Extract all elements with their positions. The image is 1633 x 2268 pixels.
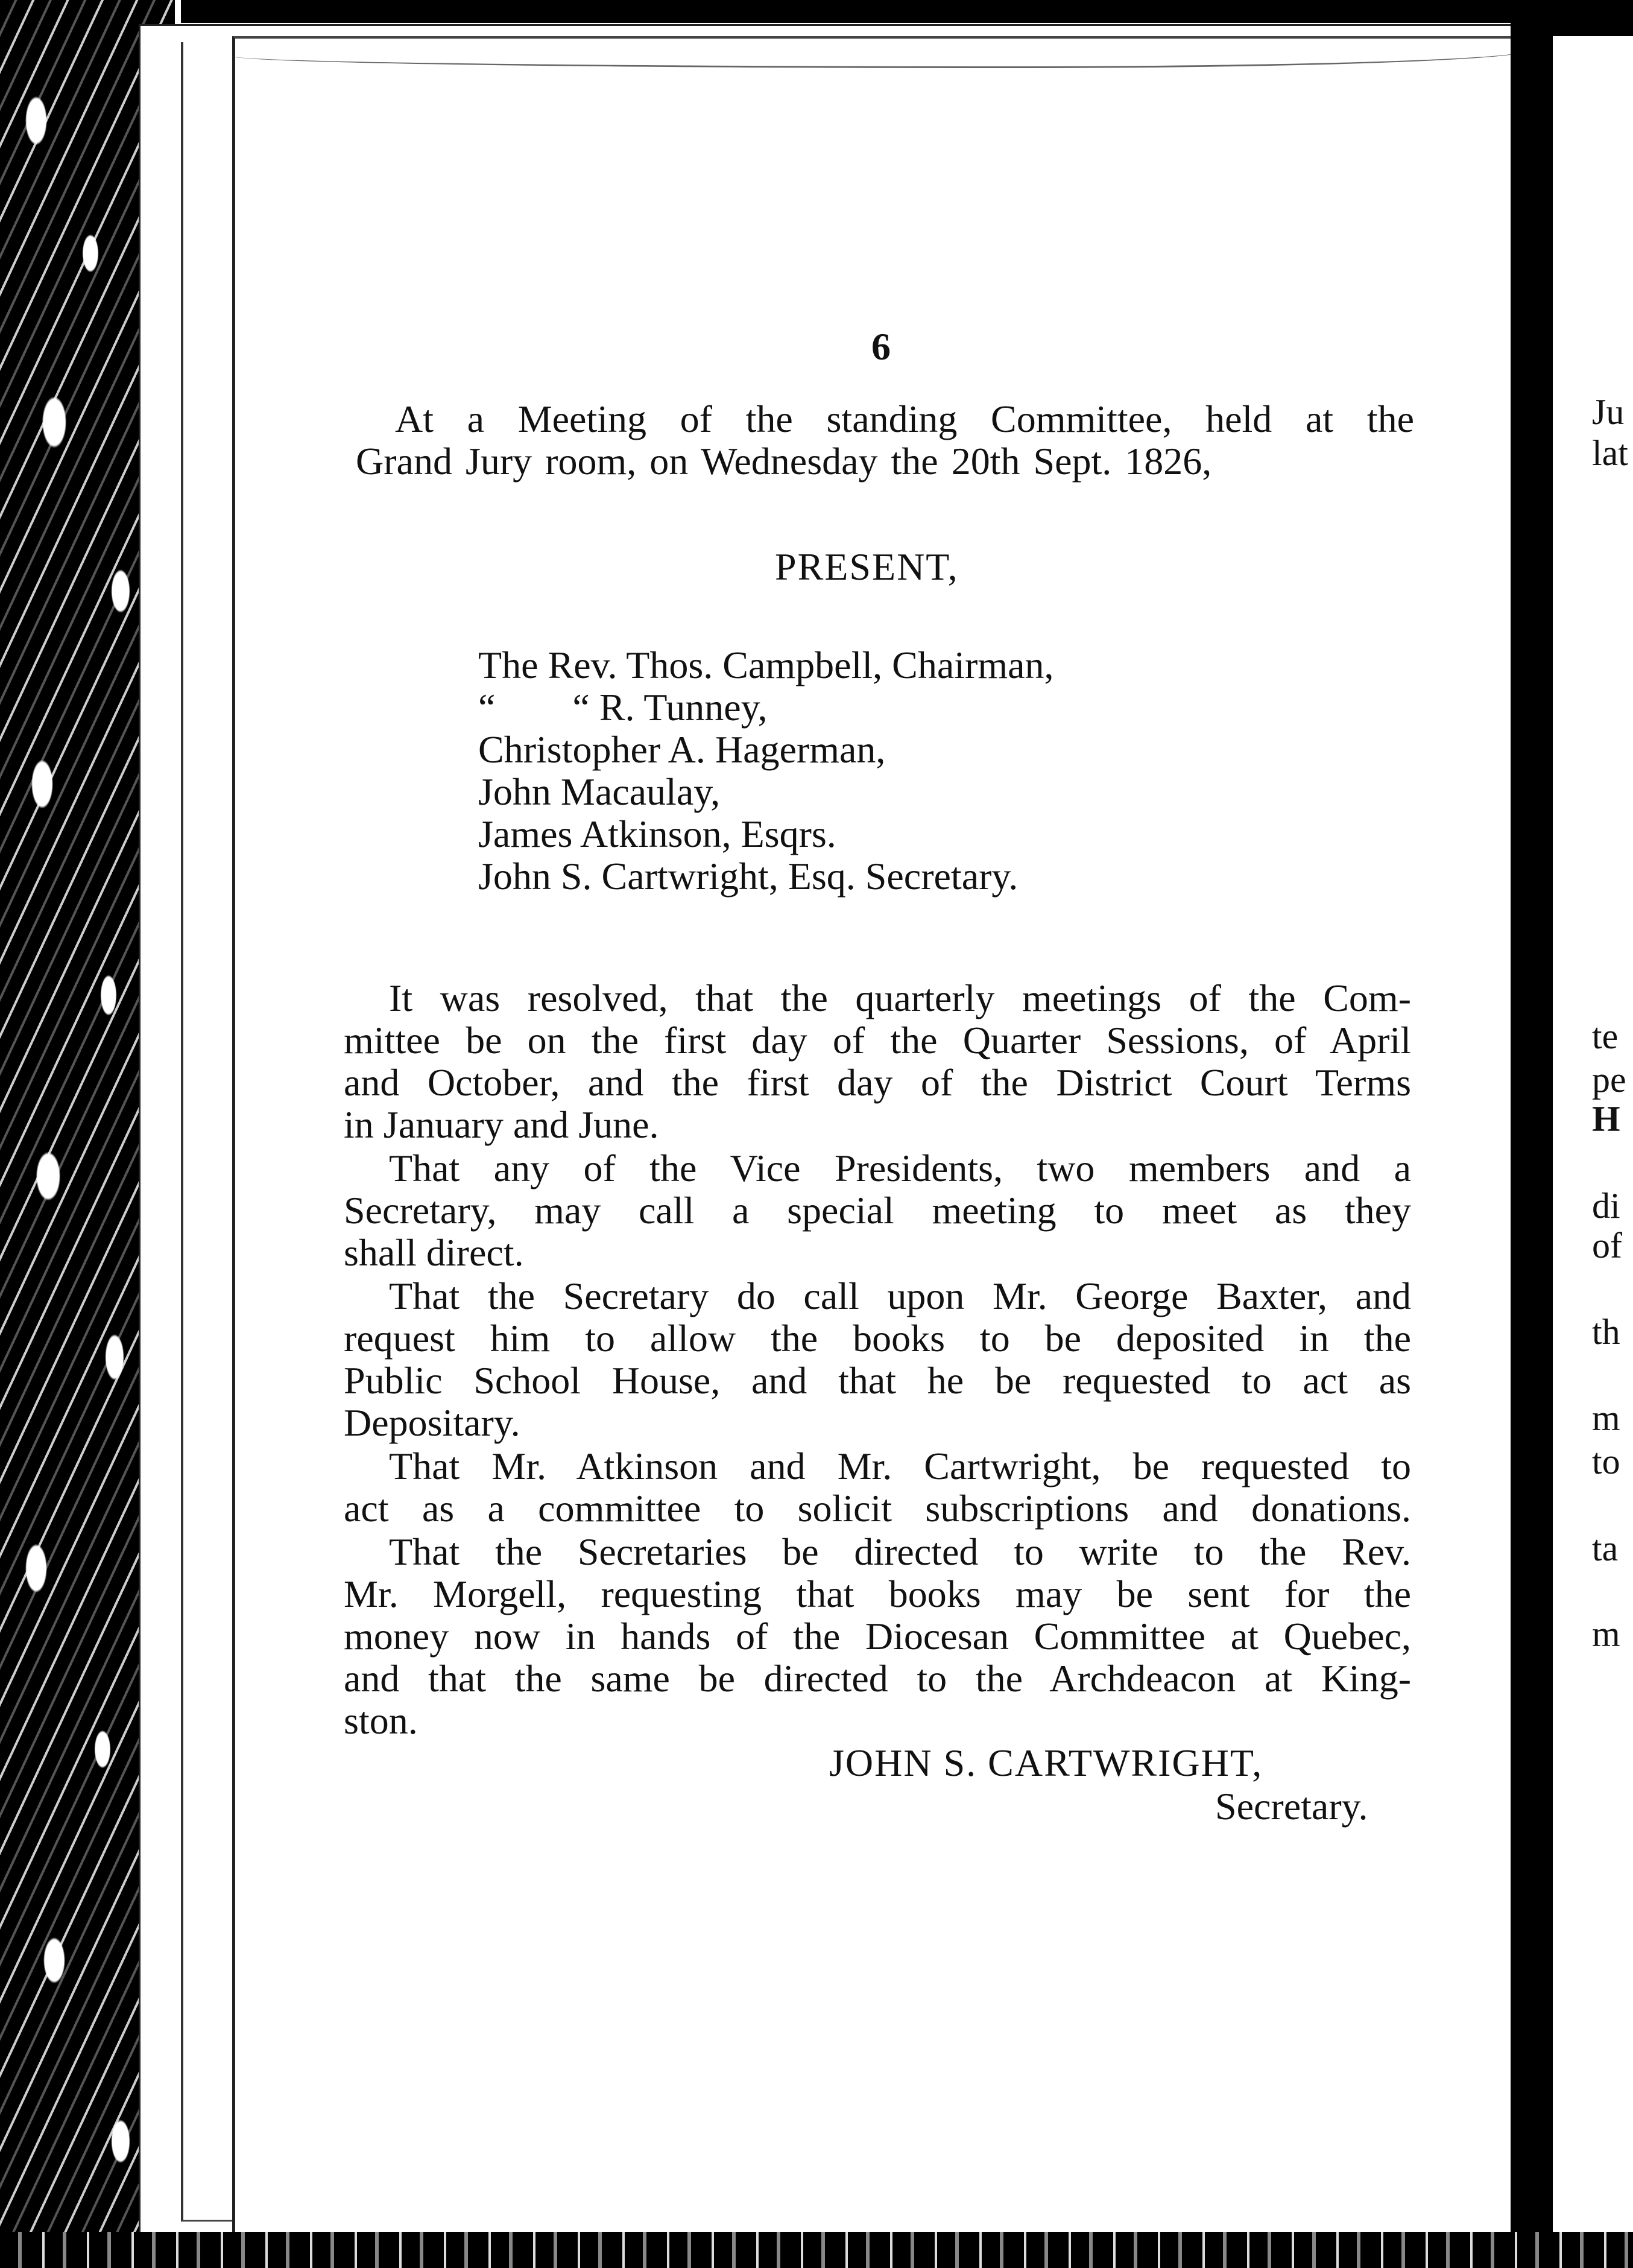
facing-page-fragment: th xyxy=(1592,1312,1620,1352)
page-number: 6 xyxy=(871,325,891,368)
facing-page-fragment: H xyxy=(1592,1099,1620,1139)
attendee-line: James Atkinson, Esqrs. xyxy=(478,812,836,855)
facing-page-fragment: ta xyxy=(1592,1528,1619,1568)
body-line: in January and June. xyxy=(344,1103,659,1146)
body-line: mittee be on the first day of the Quarter Sessions, of April xyxy=(344,1019,1411,1062)
body-line: money now in hands of the Diocesan Committee at Quebec, xyxy=(344,1615,1411,1658)
page-top-edge xyxy=(232,30,1529,68)
body-line: and October, and the first day of the District Court Terms xyxy=(344,1061,1411,1104)
signature-title: Secretary. xyxy=(1215,1785,1368,1828)
body-line: Secretary, may call a special meeting to meet as they xyxy=(344,1189,1411,1232)
body-line: Depositary. xyxy=(344,1401,520,1444)
present-title: PRESENT, xyxy=(775,545,959,588)
body-line: shall direct. xyxy=(344,1231,524,1274)
attendee-line: “ “ R. Tunney, xyxy=(478,686,768,729)
book-gutter xyxy=(1511,0,1553,2268)
facing-page-fragment: lat xyxy=(1592,433,1628,473)
body-line: That the Secretary do call upon Mr. George Baxter, and xyxy=(389,1275,1411,1317)
body-line: That any of the Vice Presidents, two members and a xyxy=(389,1147,1411,1189)
attendee-line: John S. Cartwright, Esq. Secretary. xyxy=(478,855,1019,898)
scan-top-edge xyxy=(181,0,1511,23)
attendee-line: John Macaulay, xyxy=(478,770,721,813)
body-line: act as a committee to solicit subscriptions and donations. xyxy=(344,1487,1411,1530)
body-line: That the Secretaries be directed to write to the Rev. xyxy=(389,1530,1411,1573)
scan-bottom-edge xyxy=(0,2232,1633,2268)
body-line: ston. xyxy=(344,1699,418,1742)
facing-page-fragment: pe xyxy=(1592,1060,1626,1100)
heading-line-2: Grand Jury room, on Wednesday the 20th Sept. 1826, xyxy=(356,440,1212,483)
body-line: Mr. Morgell, requesting that books may be sent for the xyxy=(344,1573,1411,1615)
body-line: Public School House, and that he be requested to act as xyxy=(344,1359,1411,1402)
facing-page-fragment: te xyxy=(1592,1016,1619,1056)
scan-top-right-edge xyxy=(1553,0,1633,36)
body-line: That Mr. Atkinson and Mr. Cartwright, be requested to xyxy=(389,1445,1411,1487)
body-line: request him to allow the books to be deposited in the xyxy=(344,1317,1411,1360)
facing-page-fragment: di xyxy=(1592,1186,1620,1226)
facing-page-fragment: m xyxy=(1592,1398,1620,1438)
attendee-line: The Rev. Thos. Campbell, Chairman, xyxy=(478,644,1054,686)
signature-name: JOHN S. CARTWRIGHT, xyxy=(829,1741,1263,1784)
attendee-line: Christopher A. Hagerman, xyxy=(478,728,886,771)
body-line: It was resolved, that the quarterly meetings of the Com- xyxy=(389,977,1411,1019)
heading-line-1: At a Meeting of the standing Committee, held at the xyxy=(395,398,1414,440)
body-line: and that the same be directed to the Archdeacon at King- xyxy=(344,1657,1411,1700)
facing-page-fragment: to xyxy=(1592,1442,1620,1481)
facing-page-fragment: Ju xyxy=(1592,392,1625,432)
facing-page-fragment: m xyxy=(1592,1614,1620,1654)
facing-page-fragment: of xyxy=(1592,1226,1622,1265)
